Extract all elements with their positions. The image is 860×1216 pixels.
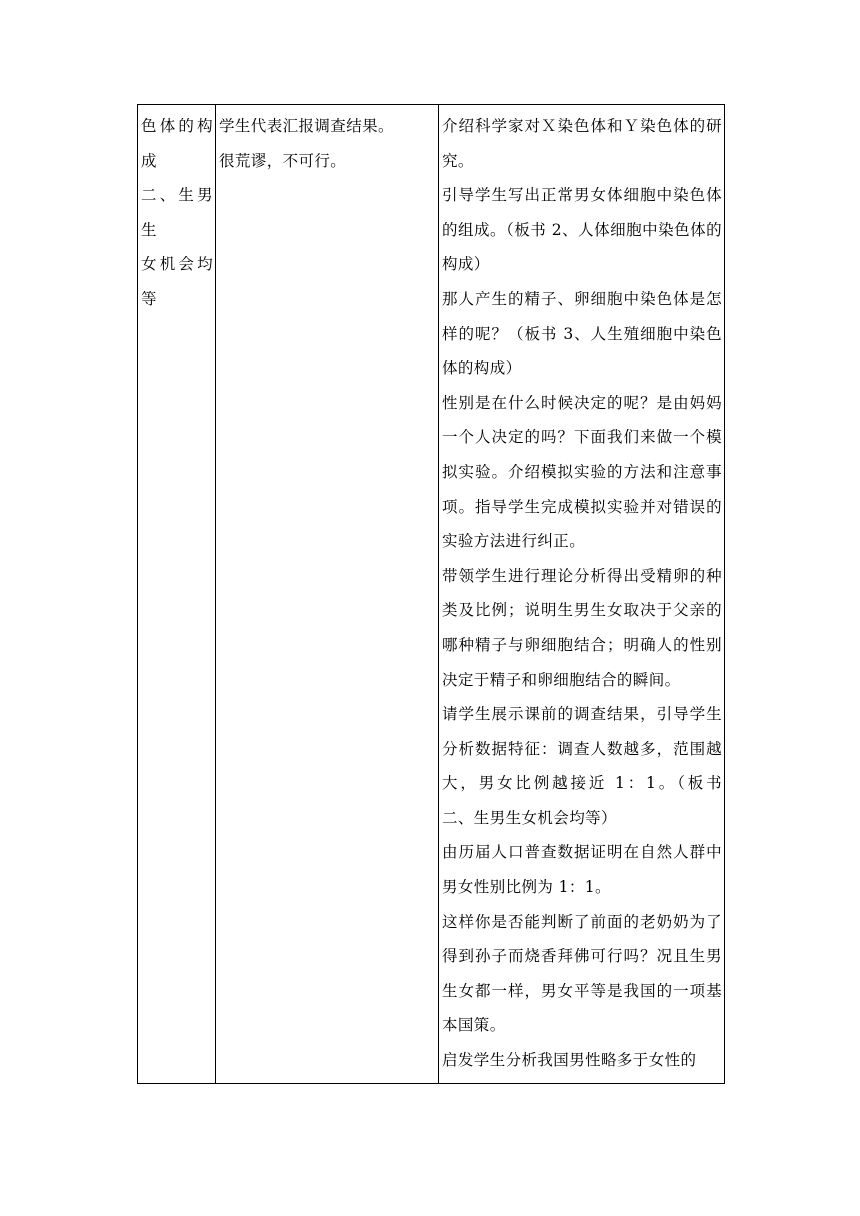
teacher-paragraph: 由历届人口普查数据证明在自然人群中男女性别比例为 1：1。	[442, 843, 722, 897]
student-line: 很荒谬，不可行。	[219, 151, 347, 170]
topic-line: 二、生男生	[141, 186, 213, 239]
teacher-paragraph: 引导学生写出正常男女体细胞中染色体的组成。（板书 2、人体细胞中染色体的构成）	[442, 186, 722, 274]
teacher-paragraph: 介绍科学家对Ｘ染色体和Ｙ染色体的研究。	[442, 117, 722, 170]
teacher-activity-cell	[439, 105, 754, 1084]
topic-cell	[138, 105, 216, 1084]
teacher-paragraph: 带领学生进行理论分析得出受精卵的种类及比例；说明生男生女取决于父亲的哪种精子与卵细胞结合；明确人的性别决定于精子和卵细胞结合的瞬间。	[442, 566, 722, 689]
student-activity-text	[216, 105, 438, 178]
lesson-plan-table	[137, 104, 754, 1084]
teacher-activity-text	[439, 105, 754, 1078]
teacher-paragraph: 启发学生分析我国男性略多于女性的	[442, 1051, 697, 1070]
table-row	[138, 105, 725, 1084]
teacher-paragraph: 性别是在什么时候决定的呢？是由妈妈一个人决定的吗？下面我们来做一个模拟实验。介绍模拟实验的方法和注意事项。指导学生完成模拟实验并对错误的实验方法进行纠正。	[442, 393, 722, 551]
student-activity-cell	[216, 105, 439, 1084]
topic-line: 等	[141, 289, 157, 308]
student-line: 学生代表汇报调查结果。	[219, 117, 394, 135]
topic-text	[138, 105, 215, 317]
teacher-paragraph: 请学生展示课前的调查结果，引导学生分析数据特征：调查人数越多，范围越大，男女比例越接近 1：1。（板书 二、生男生女机会均等）	[442, 705, 754, 827]
topic-line: 色体的构	[141, 117, 213, 135]
teacher-paragraph: 那人产生的精子、卵细胞中染色体是怎样的呢？（板书 3、人生殖细胞中染色体的构成）	[442, 289, 722, 378]
topic-line: 女机会均	[141, 255, 213, 274]
teacher-paragraph: 这样你是否能判断了前面的老奶奶为了得到孙子而烧香拜佛可行吗？况且生男生女都一样，男女平等是我国的一项基本国策。	[442, 912, 722, 1035]
topic-line: 成	[141, 151, 157, 170]
